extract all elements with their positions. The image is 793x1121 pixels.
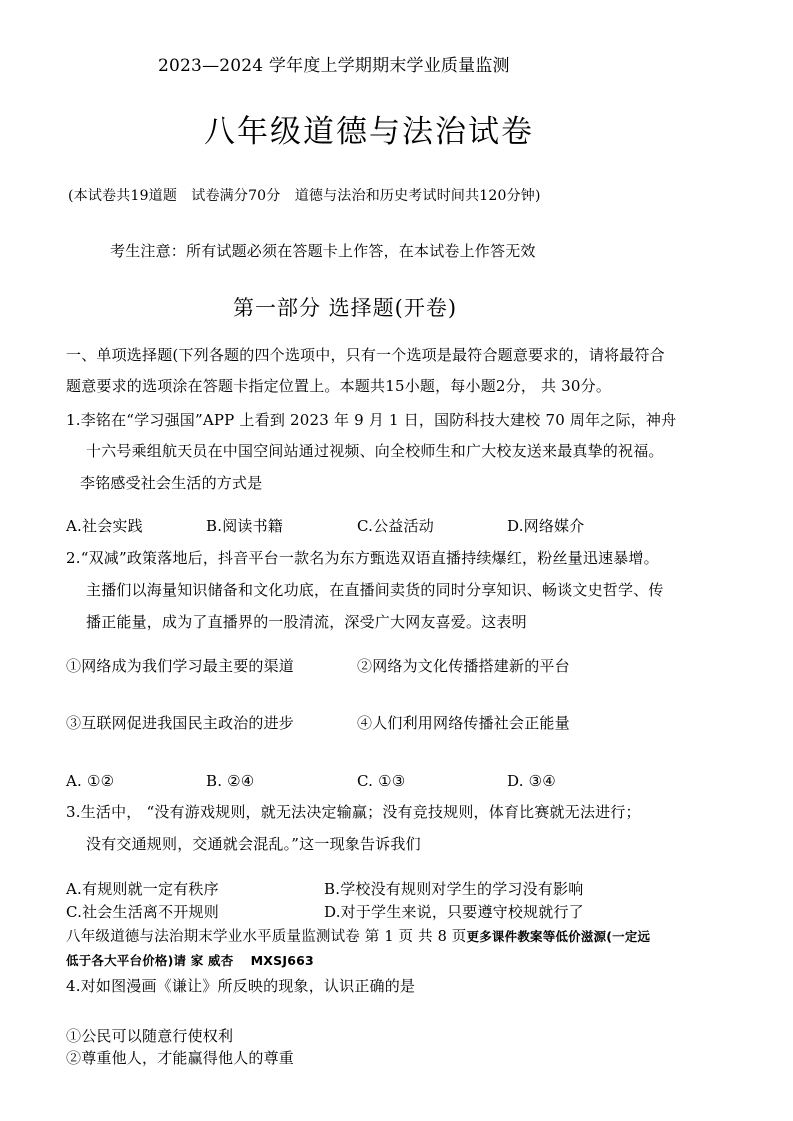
q1-option-d: D.网络媒介 [507, 517, 585, 535]
q3-stem-line1: 3.生活中， “没有游戏规则，就无法决定输赢；没有竞技规则，体育比赛就无法进行； [66, 803, 641, 821]
q1-option-b: B.阅读书籍 [206, 517, 283, 535]
q2-option-a: A. ①② [66, 772, 115, 790]
q2-option-b: B. ②④ [206, 772, 255, 790]
paper-title: 八年级道德与法治试卷 [204, 114, 534, 150]
q2-statement-3: ③互联网促进我国民主政治的进步 [66, 714, 295, 732]
part1-title: 第一部分 选择题(开卷) [233, 296, 458, 320]
q1-stem-line3: 李铭感受社会生活的方式是 [80, 474, 263, 492]
q4-stem-line1: 4.对如图漫画《谦让》所反映的现象，认识正确的是 [66, 977, 416, 995]
footer-ad-part2: 低于各大平台价格)请 家 威杏 MXSJ663 [66, 953, 314, 968]
part1-instruction-line2: 题意要求的选项涂在答题卡指定位置上。本题共15小题，每小题2分， 共 30分。 [66, 377, 612, 395]
q1-stem-line1: 1.李铭在“学习强国”APP 上看到 2023 年 9 月 1 日，国防科技大建校 70 周年之际，神舟 [66, 411, 677, 429]
q2-statement-2: ②网络为文化传播搭建新的平台 [357, 657, 570, 675]
q2-stem-line1: 2.“双减”政策落地后，抖音平台一款名为东方甄选双语直播持续爆红，粉丝量迅速暴增。 [66, 549, 659, 567]
q3-option-a: A.有规则就一定有秩序 [66, 880, 219, 898]
page-footer [66, 926, 650, 947]
q4-statement-2: ②尊重他人，才能赢得他人的尊重 [66, 1049, 295, 1067]
q2-stem-line2: 主播们以海量知识储备和文化功底，在直播间卖货的同时分享知识、畅谈文史哲学、传 [86, 581, 664, 599]
q1-stem-line2: 十六号乘组航天员在中国空间站通过视频、向全校师生和广大校友送来最真挚的祝福。 [86, 442, 664, 460]
footer-ad-part1: 更多课件教案等低价滋源(一定远 [466, 929, 651, 944]
q3-option-c: C.社会生活离不开规则 [66, 903, 219, 921]
q2-statement-1: ①网络成为我们学习最主要的渠道 [66, 657, 295, 675]
exam-notice: 考生注意：所有试题必须在答题卡上作答，在本试卷上作答无效 [110, 242, 536, 260]
footer-page-info: 八年级道德与法治期末学业水平质量监测试卷 第 1 页 共 8 页 [66, 929, 467, 945]
q2-statement-4: ④人们利用网络传播社会正能量 [357, 714, 570, 732]
exam-info: (本试卷共19道题 试卷满分70分 道德与法治和历史考试时间共120分钟) [68, 188, 541, 204]
part1-instruction-line1: 一、单项选择题(下列各题的四个选项中，只有一个选项是最符合题意要求的，请将最符合 [66, 346, 665, 364]
q1-option-a: A.社会实践 [66, 517, 143, 535]
q2-option-c: C. ①③ [357, 772, 406, 790]
exam-period-title: 2023—2024 学年度上学期期末学业质量监测 [158, 56, 510, 76]
q3-stem-line2: 没有交通规则，交通就会混乱。”这一现象告诉我们 [86, 835, 421, 853]
q2-option-d: D. ③④ [507, 772, 556, 790]
q2-stem-line3: 播正能量，成为了直播界的一股清流，深受广大网友喜爱。这表明 [86, 613, 527, 631]
q3-option-d: D.对于学生来说，只要遵守校规就行了 [324, 903, 584, 921]
q1-option-c: C.公益活动 [357, 517, 434, 535]
q4-statement-1: ①公民可以随意行使权利 [66, 1027, 234, 1045]
q3-option-b: B.学校没有规则对学生的学习没有影响 [324, 880, 584, 898]
